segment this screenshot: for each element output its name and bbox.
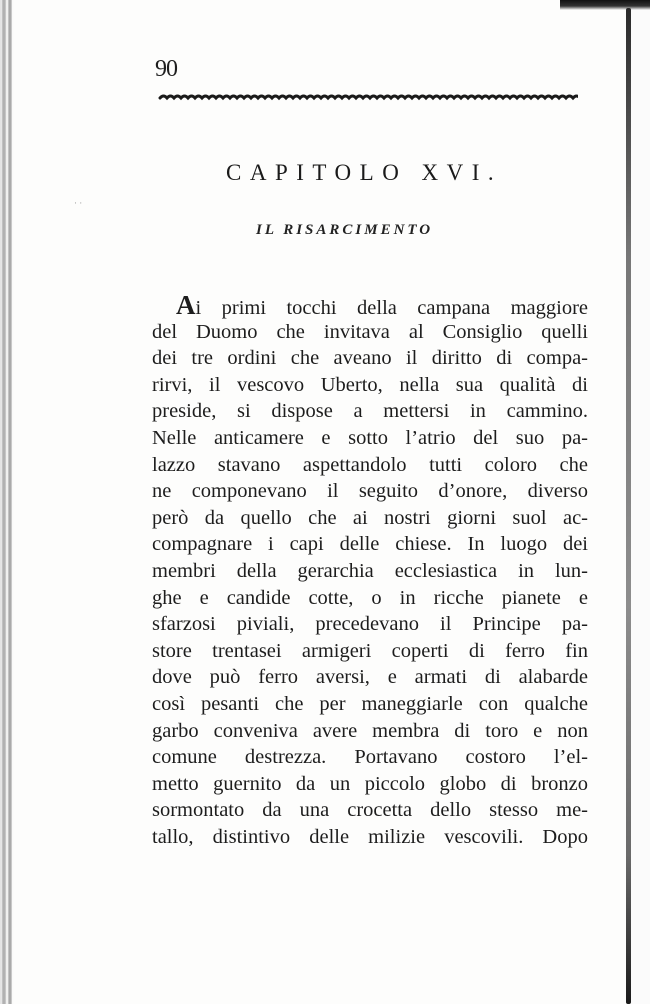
right-margin (631, 0, 650, 1004)
text-line: metto guernito da un piccolo globo di bronzo (152, 772, 588, 795)
drop-cap: A (176, 290, 196, 320)
text-line: però da quello che ai nostri giorni suol ac- (152, 506, 588, 529)
text-line: rirvi, il vescovo Uberto, nella sua qualità di (152, 373, 588, 396)
text-line: lazzo stavano aspettandolo tutti coloro che (152, 453, 588, 476)
text-line (152, 292, 588, 319)
paper-speck: · · (74, 198, 83, 208)
body-text (152, 292, 588, 850)
text-line: sormontato da una crocetta dello stesso me- (152, 799, 588, 822)
text-line: dei tre ordini che aveano il diritto di compa- (152, 347, 588, 370)
right-page-edge-line (626, 8, 631, 1004)
top-right-corner-shadow (560, 0, 650, 10)
chapter-subtitle: IL RISARCIMENTO (256, 222, 434, 238)
left-page-edge-line (8, 0, 12, 1004)
left-page-edge-line (2, 0, 6, 1004)
text-line: tallo, distintivo delle milizie vescovili. Dopo (152, 825, 588, 848)
text-line: sfarzosi piviali, precedevano il Principe pa- (152, 613, 588, 636)
text-line: ne componevano il seguito d’onore, diverso (152, 480, 588, 503)
text-line: compagnare i capi delle chiese. In luogo dei (152, 533, 588, 556)
text-line: comune destrezza. Portavano costoro l’el- (152, 746, 588, 769)
text-line: garbo conveniva avere membra di toro e non (152, 719, 588, 742)
chapter-title: CAPITOLO XVI. (226, 160, 503, 185)
text-line-content: i primi tocchi della campana maggiore (195, 297, 588, 319)
text-line: preside, si dispose a mettersi in cammino. (152, 400, 588, 423)
text-line: del Duomo che invitava al Consiglio quelli (152, 320, 588, 343)
text-line: store trentasei armigeri coperti di ferro fin (152, 639, 588, 662)
page-number: 90 (155, 56, 177, 82)
text-line: membri della gerarchia ecclesiastica in lun- (152, 559, 588, 582)
wavy-rule-ornament (158, 92, 578, 104)
text-line: così pesanti che per maneggiarle con qualche (152, 692, 588, 715)
text-line: ghe e candide cotte, o in ricche pianete e (152, 586, 588, 609)
text-line: Nelle anticamere e sotto l’atrio del suo pa- (152, 426, 588, 449)
text-line: dove può ferro aversi, e armati di alabarde (152, 666, 588, 689)
